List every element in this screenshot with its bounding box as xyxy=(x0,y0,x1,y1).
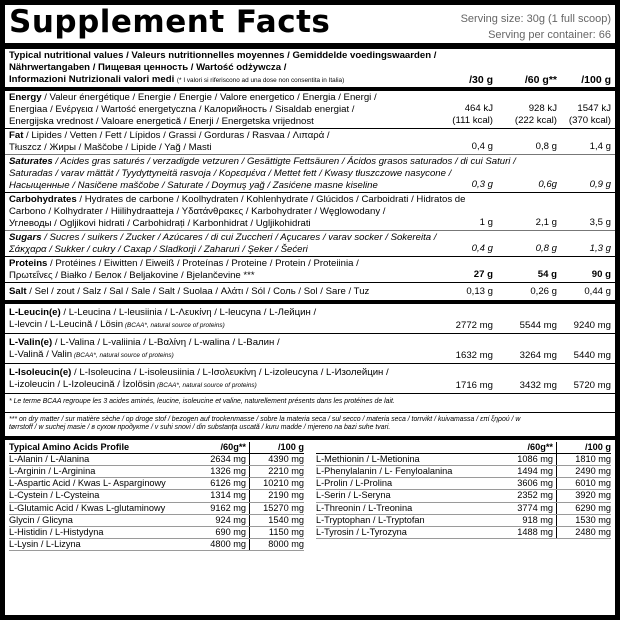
column-header-line: Nährwertangaben / Пищевая ценность / Wartość odżywcza / xyxy=(9,62,287,73)
amino-translations: / L-Valina / L-valiinia / L-Βαλίνη / L-walina / L-Валин / xyxy=(52,337,280,348)
servings-per-container: Serving per container: 66 xyxy=(488,29,611,41)
amino-name: L-Glutamic Acid / Kwas L-glutaminowy xyxy=(9,502,166,513)
fat-30g: 0,4 g xyxy=(471,141,493,152)
sugars-100g: 1,3 g xyxy=(589,243,611,254)
amino-name: Glycin / Glicyna xyxy=(9,514,73,525)
saturates-60g: 0,6g xyxy=(538,179,557,190)
amino-row xyxy=(316,490,611,502)
energy-kj-100g: 1547 kJ xyxy=(577,103,611,114)
amino-value-60g: 6126 mg xyxy=(198,478,250,489)
amino-value-60g: 2352 mg xyxy=(505,490,557,501)
amino-label: L-Isoleucin(e) xyxy=(9,367,72,378)
carbohydrates-row xyxy=(5,193,615,231)
serving-size: Serving size: 30g (1 full scoop) xyxy=(460,13,611,25)
isoleucine-60g: 3432 mg xyxy=(519,380,557,391)
nutrient-label: Energy xyxy=(9,92,42,103)
amino-value-60g: 3774 mg xyxy=(505,503,557,514)
salt-100g: 0,44 g xyxy=(584,286,611,297)
amino-row xyxy=(316,527,611,539)
amino-col-60g: /60g** xyxy=(505,442,557,453)
nutrient-translations: Energijska vrednost / Valoare energetică / Enerji / Energetska vrijednost xyxy=(9,116,314,127)
amino-row xyxy=(316,503,611,515)
nutrient-label: Fat xyxy=(9,130,24,141)
serving-info xyxy=(461,11,611,43)
proteins-100g: 90 g xyxy=(591,269,611,280)
bcaa-footnote: * Le terme BCAA regroupe les 3 acides aminés, leucine, isoleucine et valine, naturellement présents dans les protéines de lait. xyxy=(5,394,615,413)
amino-name: L-Alanin / L-Alanina xyxy=(9,453,90,464)
label-header xyxy=(5,5,615,49)
amino-value-100g: 2480 mg xyxy=(575,526,611,537)
label-title: Supplement Facts xyxy=(9,4,331,40)
supplement-facts-label xyxy=(4,4,616,616)
amino-value-60g: 1488 mg xyxy=(505,527,557,538)
salt-row xyxy=(5,283,615,304)
amino-value-60g: 9162 mg xyxy=(198,503,250,514)
amino-name: L-Lysin / L-Lizyna xyxy=(9,539,81,550)
amino-value-100g: 1530 mg xyxy=(575,514,611,525)
valine-100g: 5440 mg xyxy=(573,350,611,361)
amino-name: L-Methionin / L-Metionina xyxy=(316,453,420,464)
nutrient-label: Carbohydrates xyxy=(9,194,77,205)
bcaa-note: (BCAA*, natural source of proteins) xyxy=(155,382,257,389)
amino-value-60g: 690 mg xyxy=(198,527,250,538)
isoleucine-row xyxy=(5,364,615,394)
amino-row xyxy=(316,478,611,490)
amino-value-60g: 3606 mg xyxy=(505,478,557,489)
nutrient-translations: Углеводы / Ogljikovi hidrati / Carbohidrați / Karbonhidrat / Ugljikohidrati xyxy=(9,218,311,229)
amino-translations: L-Valină / Valin xyxy=(9,349,73,360)
energy-kj-30g: 464 kJ xyxy=(464,103,493,114)
amino-value-100g: 6010 mg xyxy=(575,478,611,489)
amino-value-60g: 4800 mg xyxy=(198,539,250,550)
amino-row xyxy=(316,454,611,466)
amino-value-100g: 10210 mg xyxy=(263,478,304,489)
amino-value-60g: 1326 mg xyxy=(198,466,250,477)
leucine-60g: 5544 mg xyxy=(519,320,557,331)
energy-kcal-30g: (111 kcal) xyxy=(452,115,493,126)
amino-value-100g: 3920 mg xyxy=(575,490,611,501)
amino-value-60g: 1086 mg xyxy=(505,454,557,465)
valine-row xyxy=(5,334,615,364)
amino-translations: / L-Isoleucina / L-isoleusiinia / L-Ισολευκίνη / L-izoleucyna / L-Изолейцин / xyxy=(71,367,389,378)
nutrient-label: Saturates xyxy=(9,156,53,167)
amino-translations: L-izoleucin / L-Izoleucină / İzolösin xyxy=(9,379,156,390)
valine-30g: 1632 mg xyxy=(455,350,493,361)
amino-table-left xyxy=(9,442,304,552)
nutrient-translations: Πρωτεΐνες / Białko / Белок / Beljakovine / Bjelančevine *** xyxy=(9,270,255,281)
leucine-30g: 2772 mg xyxy=(455,320,493,331)
amino-col-100g: /100 g xyxy=(277,441,304,452)
amino-row xyxy=(316,466,611,478)
amino-value-60g: 918 mg xyxy=(505,515,557,526)
amino-row xyxy=(9,527,304,539)
proteins-30g: 27 g xyxy=(473,269,493,280)
nutrient-translations: / Lipides / Vetten / Fett / Lípidos / Grassi / Gorduras / Rasvaa / Λιπαρά / xyxy=(23,130,330,141)
leucine-row xyxy=(5,304,615,334)
saturates-row xyxy=(5,155,615,193)
nutrient-translations: / Sel / zout / Salz / Sal / Sale / Salt / Suolaa / Αλάτι / Sól / Соль / Sol / Sare / Tuz xyxy=(26,286,370,297)
bcaa-note: (BCAA*, natural source of proteins) xyxy=(123,322,225,329)
nutrient-label: Salt xyxy=(9,286,27,297)
amino-table-right xyxy=(316,442,611,552)
amino-value-60g: 924 mg xyxy=(198,515,250,526)
amino-col-100g: /100 g xyxy=(584,441,611,452)
nutrient-translations: / Protéines / Eiwitten / Eiweiß / Proteínas / Proteine / Protein / Proteiinia / xyxy=(47,258,359,269)
nutrient-translations: Saturadas / varav mättät / Tyydyttyneitä rasvoja / Κορεσμένα / Mettet fett / Kwasy tłuszczowe nasycone / xyxy=(9,168,452,179)
sugars-30g: 0,4 g xyxy=(471,243,493,254)
saturates-30g: 0,3 g xyxy=(471,179,493,190)
fat-60g: 0,8 g xyxy=(535,141,557,152)
amino-translations: / L-Leucina / L-leusiinia / L-Λευκίνη / L-leucyna / L-Лейцин / xyxy=(60,307,317,318)
salt-60g: 0,26 g xyxy=(530,286,557,297)
amino-row xyxy=(9,539,304,551)
energy-kcal-100g: (370 kcal) xyxy=(568,115,611,126)
energy-kj-60g: 928 kJ xyxy=(528,103,557,114)
amino-name: L-Phenylalanin / L- Fenyloalanina xyxy=(316,465,453,476)
nutrient-translations: Насыщенные / Nasičene maščobe / Saturate / Doymuş yağ / Zasićene masne kiseline xyxy=(9,180,378,191)
energy-kcal-60g: (222 kcal) xyxy=(514,115,557,126)
nutrient-translations: / Sucres / suikers / Zucker / Azúcares / di cui Zuccheri / Açucares / varav socker / Sokereita / xyxy=(41,232,437,243)
amino-value-100g: 2490 mg xyxy=(575,465,611,476)
amino-row xyxy=(9,503,304,515)
amino-translations: L-levcin / L-Leucină / Lösin xyxy=(9,319,124,330)
amino-label: L-Valin(e) xyxy=(9,337,53,348)
amino-name: L-Serin / L-Seryna xyxy=(316,490,391,501)
amino-value-60g: 1494 mg xyxy=(505,466,557,477)
amino-row xyxy=(316,515,611,527)
proteins-60g: 54 g xyxy=(537,269,557,280)
column-60g: /60 g** xyxy=(524,74,557,86)
amino-name: L-Threonin / L-Treonina xyxy=(316,502,413,513)
amino-value-100g: 1540 mg xyxy=(268,514,304,525)
fat-100g: 1,4 g xyxy=(589,141,611,152)
amino-value-100g: 2190 mg xyxy=(268,490,304,501)
isoleucine-100g: 5720 mg xyxy=(573,380,611,391)
sugars-row xyxy=(5,231,615,257)
column-header-line: Informazioni Nutrizionali valori medi xyxy=(9,74,175,85)
nutrient-translations: Tłuszcz / Жиры / Maščobe / Lipide / Yağ / Masti xyxy=(9,142,212,153)
nutrient-translations: Carbono / Kolhydrater / Hiilihydraatteja / Υδατάνθρακες / Karbohydrater / Węglowodany / xyxy=(9,206,386,217)
energy-row xyxy=(5,91,615,129)
sugars-60g: 0,8 g xyxy=(535,243,557,254)
carbohydrates-60g: 2,1 g xyxy=(535,217,557,228)
amino-row xyxy=(9,454,304,466)
valine-60g: 3264 mg xyxy=(519,350,557,361)
amino-row xyxy=(9,490,304,502)
nutrient-label: Sugars xyxy=(9,232,42,243)
column-header-row xyxy=(5,49,615,91)
amino-value-100g: 8000 mg xyxy=(268,539,304,550)
fat-row xyxy=(5,129,615,155)
amino-row xyxy=(9,478,304,490)
amino-label: L-Leucin(e) xyxy=(9,307,61,318)
leucine-100g: 9240 mg xyxy=(573,320,611,331)
nutrient-translations: Energiaa / Ενέργεια / Wartość energetyczna / Калорийность / Sisaldab energiat / xyxy=(9,104,355,115)
amino-name: L-Aspartic Acid / Kwas L- Asparginowy xyxy=(9,478,166,489)
amino-name: L-Arginin / L-Arginina xyxy=(9,465,96,476)
amino-value-100g: 1150 mg xyxy=(268,526,304,537)
carbohydrates-30g: 1 g xyxy=(479,217,493,228)
amino-profile-title: Typical Amino Acids Profile xyxy=(9,441,130,452)
isoleucine-30g: 1716 mg xyxy=(455,380,493,391)
amino-value-100g: 2210 mg xyxy=(268,465,304,476)
amino-table-header xyxy=(9,442,304,454)
column-header-line: Typical nutritional values / Valeurs nutritionnelles moyennes / Gemiddelde voedingswaarden / xyxy=(9,50,437,61)
amino-value-100g: 1810 mg xyxy=(575,453,611,464)
dry-matter-line: *** on dry matter / sur matière sèche / op droge stof / bezogen auf trockenmasse / sobre la materia seca / sul secco / materia seca / torrvikt / kuivamassa / επί ξηρού / w xyxy=(9,415,521,423)
amino-value-100g: 15270 mg xyxy=(263,502,304,513)
proteins-row xyxy=(5,257,615,283)
amino-value-100g: 4390 mg xyxy=(268,453,304,464)
amino-name: L-Tryptophan / L-Tryptofan xyxy=(316,514,425,525)
nutrient-translations: / Acides gras saturés / verzadigde vetzuren / Gesättigte Fettsäuren / Ácidos grasos saturados / di cui Saturi / xyxy=(52,156,516,167)
dry-matter-footnote xyxy=(5,413,615,440)
amino-value-60g: 2634 mg xyxy=(198,454,250,465)
nutrient-translations: Σάκχαρα / Sukker / cukry / Сахар / Sladkorji / Zaharuri / Şeker / Šećeri xyxy=(9,244,308,255)
amino-table-header xyxy=(316,442,611,454)
amino-value-100g: 6290 mg xyxy=(575,502,611,513)
amino-name: L-Tyrosin / L-Tyrozyna xyxy=(316,526,407,537)
nutrient-translations: / Valeur énergétique / Energie / Energie / Valore energetico / Energia / Energi / xyxy=(41,92,377,103)
amino-value-60g: 1314 mg xyxy=(198,490,250,501)
carbohydrates-100g: 3,5 g xyxy=(589,217,611,228)
amino-col-60g: /60g** xyxy=(198,442,250,453)
column-100g: /100 g xyxy=(581,74,611,86)
amino-name: L-Cystein / L-Cysteina xyxy=(9,490,100,501)
dry-matter-line: tørrstoff / w suchej masie / в сухом продукте / v suhi snovi / din substanța uscată / kuru madde / mjereno na bazi suhe tvari. xyxy=(9,424,391,431)
amino-name: L-Prolin / L-Prolina xyxy=(316,478,393,489)
nutrient-label: Proteins xyxy=(9,258,48,269)
amino-acid-profile xyxy=(5,440,615,552)
amino-row xyxy=(9,466,304,478)
bcaa-note: (BCAA*, natural source of proteins) xyxy=(72,352,174,359)
italy-note: (* I valori si riferiscono ad una dose non consentita in Italia) xyxy=(176,77,345,84)
amino-row xyxy=(9,515,304,527)
amino-name: L-Histidin / L-Histydyna xyxy=(9,526,104,537)
column-30g: /30 g xyxy=(469,74,493,86)
nutrient-translations: / Hydrates de carbone / Koolhydraten / Kohlenhydrate / Glúcidos / Carboidrati / Hidratos de xyxy=(76,194,466,205)
saturates-100g: 0,9 g xyxy=(589,179,611,190)
salt-30g: 0,13 g xyxy=(466,286,493,297)
